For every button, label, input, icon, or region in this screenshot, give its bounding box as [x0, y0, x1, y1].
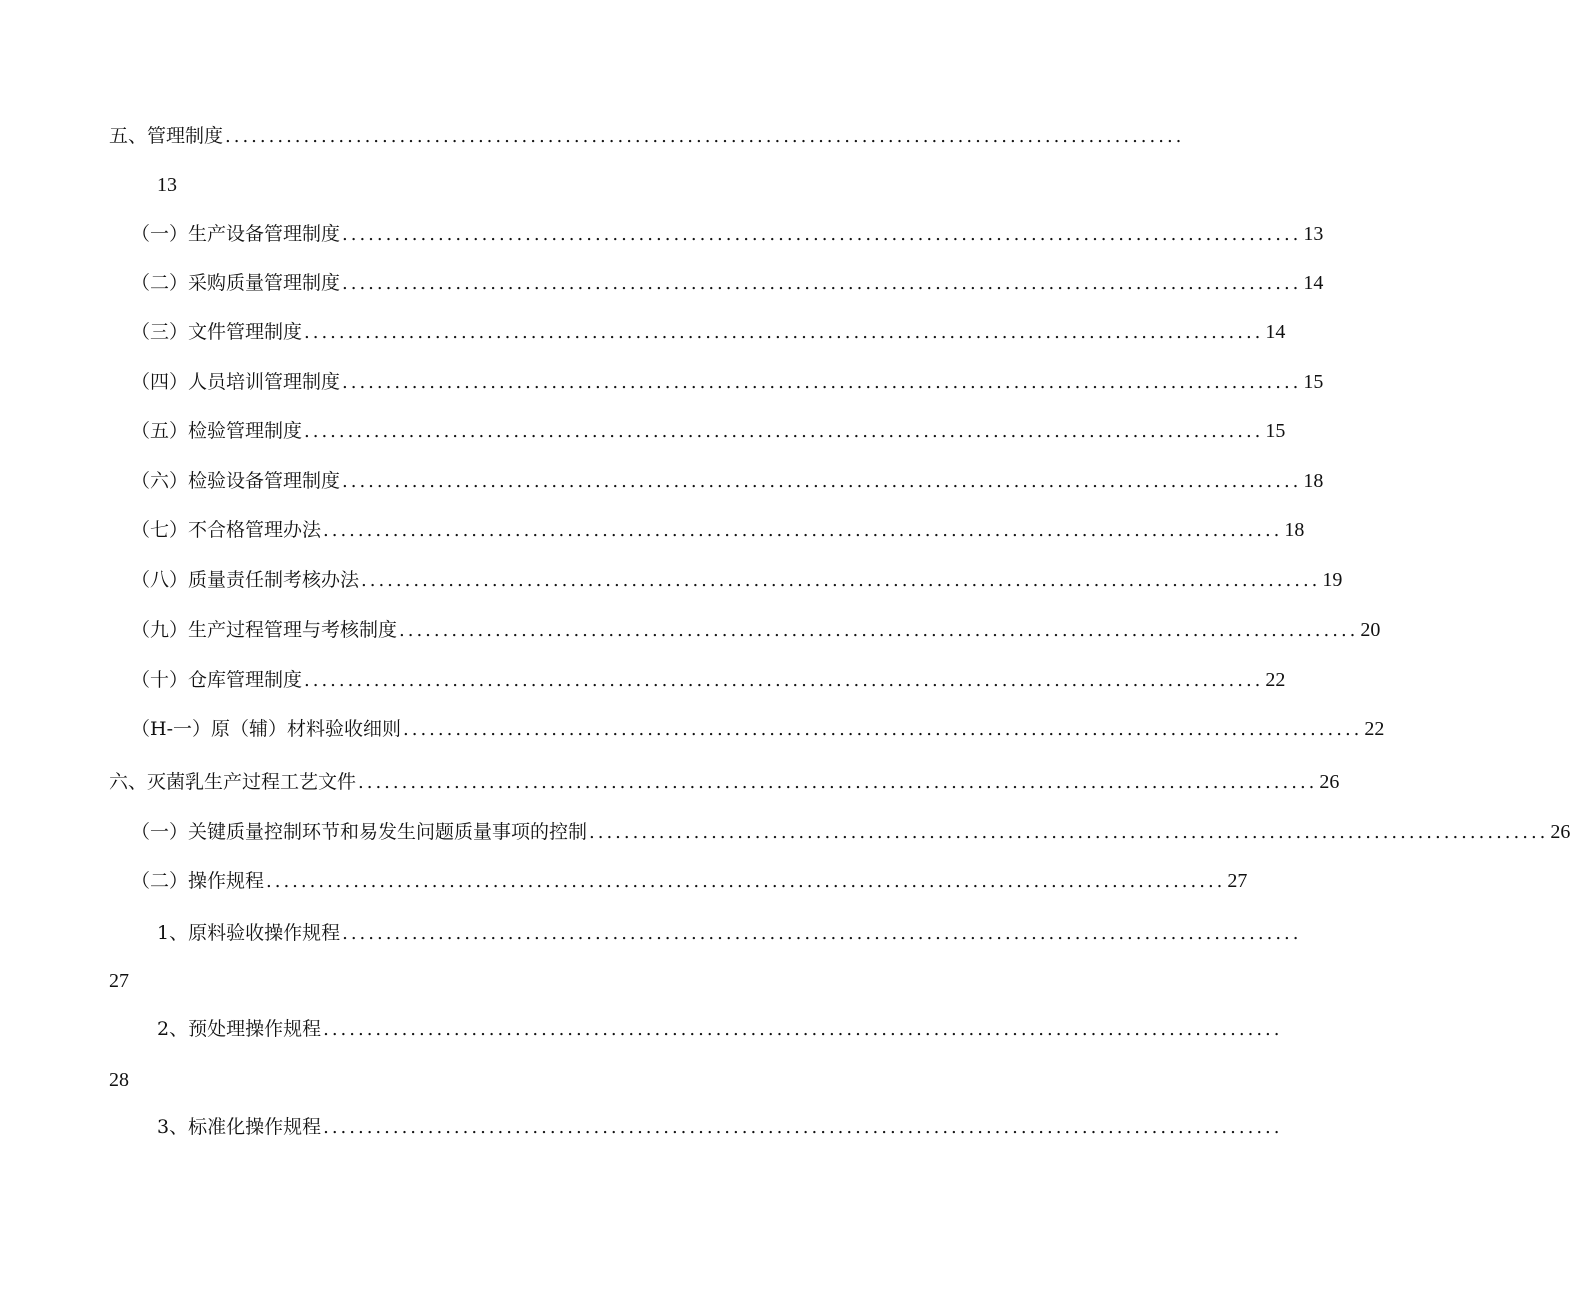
toc-entry [131, 615, 1381, 645]
toc-entry-page: 13 [1303, 223, 1324, 245]
toc-leader: .............................................................................................................. [403, 719, 1363, 740]
toc-leader: .............................................................................................................. [342, 372, 1302, 393]
toc-entry-title: （四）人员培训管理制度 [131, 371, 341, 393]
toc-entry-page: 18 [1303, 470, 1324, 492]
toc-entry-page: 22 [1364, 718, 1385, 740]
toc-entry-page: 15 [1265, 420, 1286, 442]
toc-entry [157, 918, 1302, 948]
toc-leader: .............................................................................................................. [304, 322, 1264, 343]
toc-leader: .............................................................................................................. [304, 670, 1264, 691]
toc-entry-page: 13 [157, 174, 177, 196]
toc-entry-title: 3、标准化操作规程 [157, 1116, 322, 1138]
toc-leader: .............................................................................................................. [225, 126, 1185, 147]
toc-leader: .............................................................................................................. [399, 620, 1359, 641]
toc-entry [131, 317, 1286, 347]
toc-entry-title: （六）检验设备管理制度 [131, 470, 341, 492]
toc-entry [109, 121, 1185, 151]
toc-entry-title: （五）检验管理制度 [131, 420, 303, 442]
toc-entry [131, 714, 1385, 744]
toc-entry-page: 26 [1319, 771, 1340, 793]
toc-entry-page: 20 [1360, 619, 1381, 641]
toc-entry-title: （三）文件管理制度 [131, 321, 303, 343]
toc-entry [131, 416, 1286, 446]
toc-leader: .............................................................................................................. [323, 520, 1283, 541]
toc-entry [131, 817, 1570, 847]
toc-leader: .............................................................................................................. [323, 1117, 1283, 1138]
toc-entry-page: 14 [1265, 321, 1286, 343]
toc-leader: .............................................................................................................. [361, 570, 1321, 591]
toc-entry-page: 15 [1303, 371, 1324, 393]
toc-entry-page: 19 [1322, 569, 1343, 591]
toc-leader: .............................................................................................................. [358, 772, 1318, 793]
toc-entry-page: 18 [1284, 519, 1305, 541]
toc-leader: .............................................................................................................. [342, 923, 1302, 944]
toc-entry-title: 五、管理制度 [109, 125, 224, 147]
toc-entry [131, 665, 1286, 695]
toc-entry-title: （八）质量责任制考核办法 [131, 569, 360, 591]
toc-entry [131, 268, 1324, 298]
toc-entry [157, 1112, 1283, 1142]
toc-leader: .............................................................................................................. [266, 871, 1226, 892]
toc-entry-title: 2、预处理操作规程 [157, 1018, 322, 1040]
toc-entry-page: 27 [1227, 870, 1248, 892]
toc-entry-title: （九）生产过程管理与考核制度 [131, 619, 398, 641]
toc-leader: .............................................................................................................. [342, 273, 1302, 294]
toc-entry [157, 1014, 1283, 1044]
toc-entry-page: 14 [1303, 272, 1324, 294]
toc-entry [109, 767, 1340, 797]
toc-entry [131, 466, 1324, 496]
toc-entry-title: （H-一）原（辅）材料验收细则 [131, 718, 401, 740]
toc-entry-title: （一）关键质量控制环节和易发生问题质量事项的控制 [131, 821, 588, 843]
toc-entry-page: 22 [1265, 669, 1286, 691]
toc-entry [131, 866, 1248, 896]
toc-entry-title: （二）操作规程 [131, 870, 265, 892]
toc-entry-title: 六、灭菌乳生产过程工艺文件 [109, 771, 357, 793]
toc-entry-title: 1、原料验收操作规程 [157, 922, 341, 944]
toc-entry-title: （一）生产设备管理制度 [131, 223, 341, 245]
toc-entry [131, 515, 1305, 545]
toc-entry-page: 26 [1550, 821, 1570, 843]
toc-leader: .............................................................................................................. [342, 224, 1302, 245]
toc-leader: .............................................................................................................. [304, 421, 1264, 442]
toc-entry-title: （十）仓库管理制度 [131, 669, 303, 691]
toc-leader: .............................................................................................................. [342, 471, 1302, 492]
toc-entry-page: 28 [109, 1069, 129, 1091]
toc-leader: .............................................................................................................. [323, 1019, 1283, 1040]
toc-entry-page: 27 [109, 970, 129, 992]
toc-entry [131, 367, 1324, 397]
toc-entry [131, 219, 1324, 249]
toc-entry-title: （七）不合格管理办法 [131, 519, 322, 541]
toc-entry [131, 565, 1343, 595]
toc-leader: .............................................................................................................. [589, 822, 1549, 843]
toc-entry-title: （二）采购质量管理制度 [131, 272, 341, 294]
